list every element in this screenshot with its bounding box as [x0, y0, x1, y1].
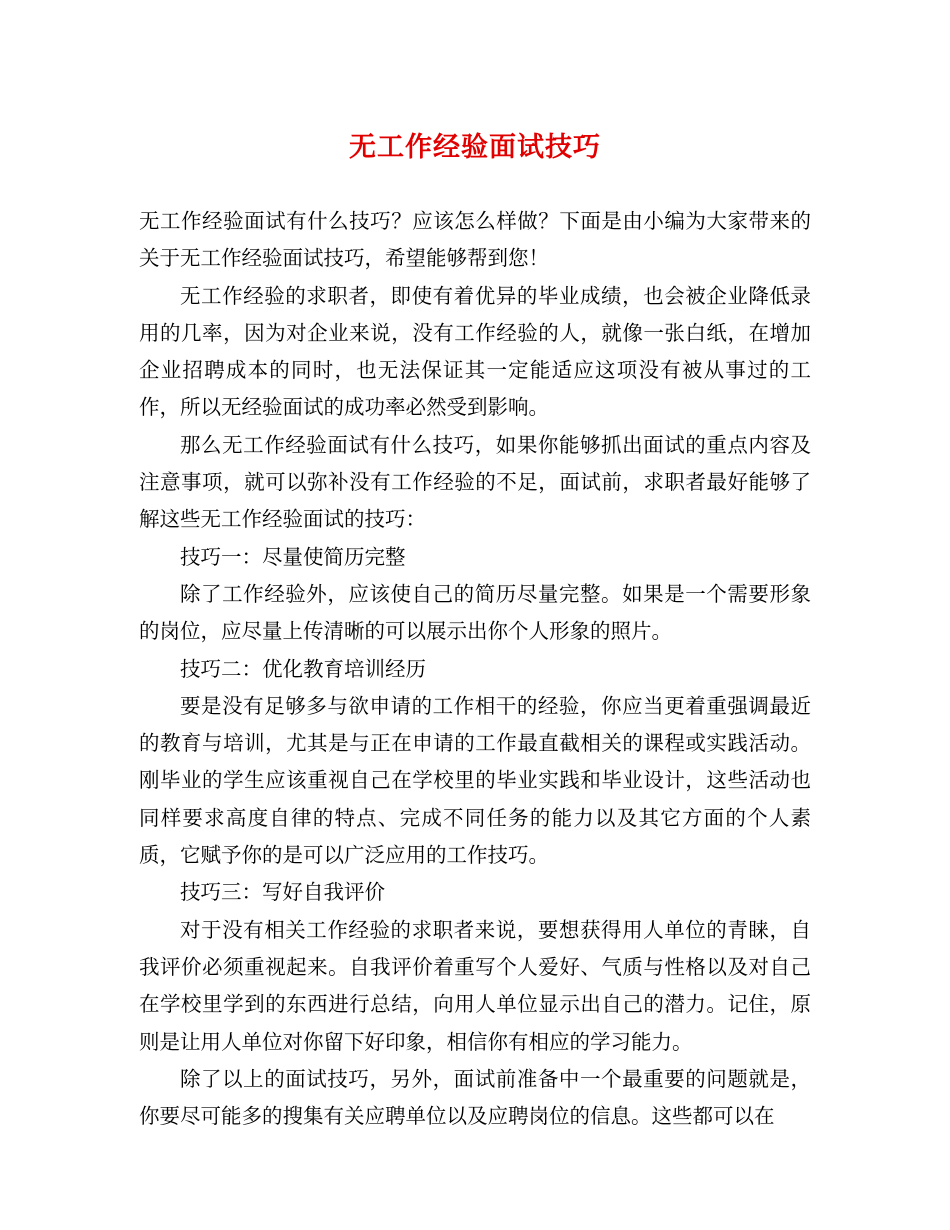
paragraph: 对于没有相关工作经验的求职者来说，要想获得用人单位的青睐，自我评价必须重视起来。自我评价着重写个人爱好、气质与性格以及对自己在学校里学到的东西进行总结，向用人单位显示出自己的潜力。记住，原则是让用人单位对你留下好印象，相信你有相应的学习能力。 — [139, 917, 811, 1054]
document-body — [139, 203, 811, 1135]
paragraph: 除了工作经验外，应该使自己的简历尽量完整。如果是一个需要形象的岗位，应尽量上传清晰的可以展示出你个人形象的照片。 — [139, 581, 811, 644]
section-heading: 技巧一：尽量使简历完整 — [180, 544, 406, 569]
paragraph: 除了以上的面试技巧，另外，面试前准备中一个最重要的问题就是，你要尽可能多的搜集有关应聘单位以及应聘岗位的信息。这些都可以在 — [139, 1066, 811, 1129]
document-title: 无工作经验面试技巧 — [349, 132, 601, 163]
paragraph: 无工作经验的求职者，即使有着优异的毕业成绩，也会被企业降低录用的几率，因为对企业来说，没有工作经验的人，就像一张白纸，在增加企业招聘成本的同时，也无法保证其一定能适应这项没有被从事过的工作，所以无经验面试的成功率必然受到影响。 — [139, 283, 811, 420]
section-heading: 技巧二：优化教育培训经历 — [180, 656, 426, 681]
paragraph: 那么无工作经验面试有什么技巧，如果你能够抓出面试的重点内容及注意事项，就可以弥补没有工作经验的不足，面试前，求职者最好能够了解这些无工作经验面试的技巧： — [139, 432, 811, 532]
section-heading: 技巧三：写好自我评价 — [180, 880, 385, 905]
paragraph: 要是没有足够多与欲申请的工作相干的经验，你应当更着重强调最近的教育与培训，尤其是与正在申请的工作最直截相关的课程或实践活动。刚毕业的学生应该重视自己在学校里的毕业实践和毕业设计，这些活动也同样要求高度自律的特点、完成不同任务的能力以及其它方面的个人素质，它赋予你的是可以广泛应用的工作技巧。 — [139, 693, 811, 868]
paragraph-intro: 无工作经验面试有什么技巧？应该怎么样做？下面是由小编为大家带来的关于无工作经验面试技巧，希望能够帮到您！ — [139, 209, 811, 271]
